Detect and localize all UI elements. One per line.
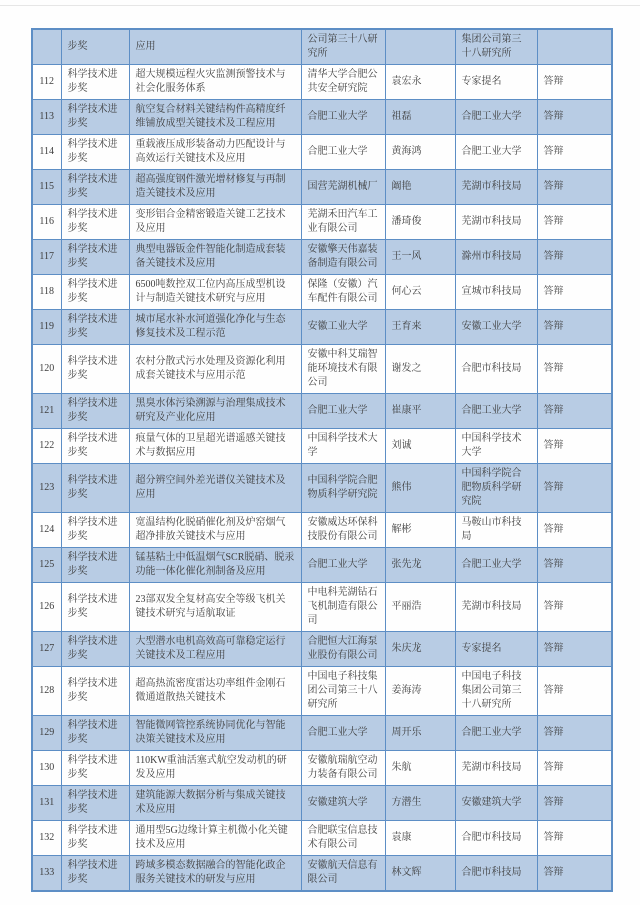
table-row bbox=[32, 667, 612, 716]
cell-project-title: 通用型5G边缘计算主机微小化关键技术及应用 bbox=[129, 821, 301, 856]
cell-organization: 中国科学技术大学 bbox=[301, 429, 385, 464]
cell-award-type: 科学技术进步奖 bbox=[61, 464, 129, 513]
cell-nominator: 合肥工业大学 bbox=[455, 135, 537, 170]
cell-winner-name: 平丽浩 bbox=[385, 583, 455, 632]
page-top-divider bbox=[0, 5, 640, 6]
cell-defense: 答辩 bbox=[537, 310, 612, 345]
cell-winner-name: 袁宏永 bbox=[385, 65, 455, 100]
cell-award-type: 科学技术进步奖 bbox=[61, 205, 129, 240]
cell-defense: 答辩 bbox=[537, 240, 612, 275]
cell-index: 113 bbox=[32, 100, 61, 135]
cell-nominator: 芜湖市科技局 bbox=[455, 751, 537, 786]
cell-winner-name: 朱庆龙 bbox=[385, 632, 455, 667]
cell-project-title: 6500吨数控双工位内高压成型机设计与制造关键技术研究与应用 bbox=[129, 275, 301, 310]
cell-organization: 安徽擎天伟嘉装备制造有限公司 bbox=[301, 240, 385, 275]
cell-award-type: 科学技术进步奖 bbox=[61, 345, 129, 394]
cell-winner-name: 解彬 bbox=[385, 513, 455, 548]
cell-winner-name: 潘琦俊 bbox=[385, 205, 455, 240]
cell-project-title: 110KW重油活塞式航空发动机的研发及应用 bbox=[129, 751, 301, 786]
cell-winner-name: 方潜生 bbox=[385, 786, 455, 821]
cell-defense: 答辩 bbox=[537, 821, 612, 856]
cell-index: 116 bbox=[32, 205, 61, 240]
cell-award-type: 科学技术进步奖 bbox=[61, 583, 129, 632]
cell-award-type: 科学技术进步奖 bbox=[61, 429, 129, 464]
cell-index bbox=[32, 29, 61, 65]
cell-award-type: 科学技术进步奖 bbox=[61, 65, 129, 100]
cell-defense: 答辩 bbox=[537, 548, 612, 583]
cell-defense: 答辩 bbox=[537, 464, 612, 513]
cell-project-title: 应用 bbox=[129, 29, 301, 65]
cell-nominator: 合肥工业大学 bbox=[455, 716, 537, 751]
cell-winner-name: 何心云 bbox=[385, 275, 455, 310]
table-row bbox=[32, 65, 612, 100]
table-row bbox=[32, 583, 612, 632]
cell-nominator: 专家提名 bbox=[455, 65, 537, 100]
cell-nominator: 合肥市科技局 bbox=[455, 856, 537, 892]
cell-index: 117 bbox=[32, 240, 61, 275]
cell-index: 131 bbox=[32, 786, 61, 821]
cell-defense: 答辩 bbox=[537, 751, 612, 786]
cell-winner-name: 林文辉 bbox=[385, 856, 455, 892]
cell-organization: 中国电子科技集团公司第三十八研究所 bbox=[301, 667, 385, 716]
carryover-row bbox=[32, 29, 612, 65]
cell-nominator: 合肥工业大学 bbox=[455, 100, 537, 135]
cell-nominator: 合肥市科技局 bbox=[455, 821, 537, 856]
cell-index: 125 bbox=[32, 548, 61, 583]
cell-nominator: 滁州市科技局 bbox=[455, 240, 537, 275]
cell-defense: 答辩 bbox=[537, 429, 612, 464]
table-row bbox=[32, 100, 612, 135]
cell-award-type: 科学技术进步奖 bbox=[61, 821, 129, 856]
cell-winner-name: 崔康平 bbox=[385, 394, 455, 429]
table-row bbox=[32, 135, 612, 170]
cell-organization: 保隆（安徽）汽车配件有限公司 bbox=[301, 275, 385, 310]
cell-index: 123 bbox=[32, 464, 61, 513]
table-row bbox=[32, 240, 612, 275]
cell-project-title: 锰基粘土中低温烟气SCR脱硝、脱汞功能一体化催化剂制备及应用 bbox=[129, 548, 301, 583]
cell-defense bbox=[537, 29, 612, 65]
cell-award-type: 科学技术进步奖 bbox=[61, 667, 129, 716]
cell-organization: 合肥工业大学 bbox=[301, 716, 385, 751]
cell-defense: 答辩 bbox=[537, 667, 612, 716]
cell-project-title: 宽温结构化脱硝催化剂及炉窑烟气超净排放关键技术与应用 bbox=[129, 513, 301, 548]
cell-award-type: 科学技术进步奖 bbox=[61, 786, 129, 821]
cell-winner-name: 黄海鸿 bbox=[385, 135, 455, 170]
cell-project-title: 超分辨空间外差光谱仪关键技术及应用 bbox=[129, 464, 301, 513]
cell-award-type: 科学技术进步奖 bbox=[61, 310, 129, 345]
cell-organization: 芜湖禾田汽车工业有限公司 bbox=[301, 205, 385, 240]
cell-project-title: 超大规模远程火灾监测预警技术与社会化服务体系 bbox=[129, 65, 301, 100]
cell-defense: 答辩 bbox=[537, 65, 612, 100]
cell-organization: 安徽建筑大学 bbox=[301, 786, 385, 821]
cell-project-title: 变形铝合金精密锻造关键工艺技术及应用 bbox=[129, 205, 301, 240]
cell-organization: 中电科芜湖钻石飞机制造有限公司 bbox=[301, 583, 385, 632]
cell-nominator: 中国科学院合肥物质科学研究院 bbox=[455, 464, 537, 513]
cell-defense: 答辩 bbox=[537, 583, 612, 632]
cell-project-title: 建筑能源大数据分析与集成关键技术及应用 bbox=[129, 786, 301, 821]
cell-defense: 答辩 bbox=[537, 394, 612, 429]
cell-winner-name: 周开乐 bbox=[385, 716, 455, 751]
cell-winner-name: 张先龙 bbox=[385, 548, 455, 583]
table-row bbox=[32, 513, 612, 548]
cell-nominator: 马鞍山市科技局 bbox=[455, 513, 537, 548]
cell-award-type: 科学技术进步奖 bbox=[61, 100, 129, 135]
cell-project-title: 农村分散式污水处理及资源化利用成套关键技术与应用示范 bbox=[129, 345, 301, 394]
table-row bbox=[32, 856, 612, 892]
cell-project-title: 重载液压成形装备动力匹配设计与高效运行关键技术及应用 bbox=[129, 135, 301, 170]
cell-winner-name: 祖磊 bbox=[385, 100, 455, 135]
cell-nominator: 芜湖市科技局 bbox=[455, 583, 537, 632]
cell-organization: 合肥恒大江海泵业股份有限公司 bbox=[301, 632, 385, 667]
cell-award-type: 科学技术进步奖 bbox=[61, 135, 129, 170]
cell-organization: 合肥工业大学 bbox=[301, 100, 385, 135]
cell-index: 118 bbox=[32, 275, 61, 310]
cell-project-title: 超高热流密度雷达功率组件金刚石微通道散热关键技术 bbox=[129, 667, 301, 716]
cell-defense: 答辩 bbox=[537, 135, 612, 170]
cell-nominator: 安徽工业大学 bbox=[455, 310, 537, 345]
table-row bbox=[32, 548, 612, 583]
cell-defense: 答辩 bbox=[537, 716, 612, 751]
cell-nominator: 安徽建筑大学 bbox=[455, 786, 537, 821]
cell-award-type: 科学技术进步奖 bbox=[61, 856, 129, 892]
cell-nominator: 专家提名 bbox=[455, 632, 537, 667]
cell-project-title: 跨域多模态数据融合的智能化政企服务关键技术的研发与应用 bbox=[129, 856, 301, 892]
cell-nominator: 芜湖市科技局 bbox=[455, 205, 537, 240]
cell-winner-name: 阚艳 bbox=[385, 170, 455, 205]
cell-index: 115 bbox=[32, 170, 61, 205]
table-row bbox=[32, 821, 612, 856]
table-row bbox=[32, 394, 612, 429]
cell-defense: 答辩 bbox=[537, 345, 612, 394]
cell-organization: 合肥工业大学 bbox=[301, 394, 385, 429]
cell-index: 126 bbox=[32, 583, 61, 632]
cell-nominator: 中国科学技术大学 bbox=[455, 429, 537, 464]
cell-index: 112 bbox=[32, 65, 61, 100]
cell-defense: 答辩 bbox=[537, 205, 612, 240]
awards-table-body bbox=[32, 29, 612, 891]
table-row bbox=[32, 345, 612, 394]
cell-defense: 答辩 bbox=[537, 856, 612, 892]
cell-index: 124 bbox=[32, 513, 61, 548]
cell-index: 133 bbox=[32, 856, 61, 892]
cell-winner-name: 姜海涛 bbox=[385, 667, 455, 716]
cell-organization: 安徽航天信息有限公司 bbox=[301, 856, 385, 892]
cell-nominator: 合肥市科技局 bbox=[455, 345, 537, 394]
cell-index: 121 bbox=[32, 394, 61, 429]
cell-project-title: 智能微网管控系统协同优化与智能决策关键技术及应用 bbox=[129, 716, 301, 751]
cell-organization: 安徽威达环保科技股份有限公司 bbox=[301, 513, 385, 548]
cell-defense: 答辩 bbox=[537, 786, 612, 821]
cell-index: 120 bbox=[32, 345, 61, 394]
cell-defense: 答辩 bbox=[537, 632, 612, 667]
cell-winner-name: 王育来 bbox=[385, 310, 455, 345]
cell-project-title: 典型电器钣金件智能化制造成套装备关键技术及应用 bbox=[129, 240, 301, 275]
cell-winner-name: 朱航 bbox=[385, 751, 455, 786]
cell-winner-name: 袁康 bbox=[385, 821, 455, 856]
table-row bbox=[32, 786, 612, 821]
cell-winner-name: 熊伟 bbox=[385, 464, 455, 513]
cell-project-title: 黑臭水体污染溯源与治理集成技术研究及产业化应用 bbox=[129, 394, 301, 429]
cell-organization: 清华大学合肥公共安全研究院 bbox=[301, 65, 385, 100]
cell-organization: 国营芜湖机械厂 bbox=[301, 170, 385, 205]
cell-nominator: 宣城市科技局 bbox=[455, 275, 537, 310]
table-row bbox=[32, 716, 612, 751]
table-row bbox=[32, 275, 612, 310]
table-row bbox=[32, 170, 612, 205]
awards-table bbox=[31, 28, 613, 892]
cell-award-type: 科学技术进步奖 bbox=[61, 394, 129, 429]
cell-winner-name: 谢发之 bbox=[385, 345, 455, 394]
table-row bbox=[32, 310, 612, 345]
cell-nominator: 合肥工业大学 bbox=[455, 548, 537, 583]
cell-index: 119 bbox=[32, 310, 61, 345]
table-row bbox=[32, 464, 612, 513]
table-row bbox=[32, 429, 612, 464]
cell-organization: 安徽航瑞航空动力装备有限公司 bbox=[301, 751, 385, 786]
cell-nominator: 集团公司第三十八研究所 bbox=[455, 29, 537, 65]
table-row bbox=[32, 632, 612, 667]
cell-index: 127 bbox=[32, 632, 61, 667]
cell-nominator: 芜湖市科技局 bbox=[455, 170, 537, 205]
cell-award-type: 科学技术进步奖 bbox=[61, 716, 129, 751]
cell-index: 130 bbox=[32, 751, 61, 786]
cell-organization: 合肥工业大学 bbox=[301, 135, 385, 170]
cell-project-title: 痕量气体的卫星超光谱遥感关键技术与数据应用 bbox=[129, 429, 301, 464]
cell-defense: 答辩 bbox=[537, 513, 612, 548]
cell-award-type: 科学技术进步奖 bbox=[61, 170, 129, 205]
cell-nominator: 合肥工业大学 bbox=[455, 394, 537, 429]
cell-award-type: 步奖 bbox=[61, 29, 129, 65]
cell-defense: 答辩 bbox=[537, 170, 612, 205]
cell-award-type: 科学技术进步奖 bbox=[61, 548, 129, 583]
cell-award-type: 科学技术进步奖 bbox=[61, 751, 129, 786]
cell-index: 129 bbox=[32, 716, 61, 751]
cell-project-title: 航空复合材料关键结构件高精度纤维铺放成型关键技术及工程应用 bbox=[129, 100, 301, 135]
cell-project-title: 大型潜水电机高效高可靠稳定运行关键技术及工程应用 bbox=[129, 632, 301, 667]
cell-organization: 安徽中科艾瑞智能环境技术有限公司 bbox=[301, 345, 385, 394]
cell-winner-name bbox=[385, 29, 455, 65]
cell-defense: 答辩 bbox=[537, 100, 612, 135]
cell-award-type: 科学技术进步奖 bbox=[61, 632, 129, 667]
table-row bbox=[32, 205, 612, 240]
cell-defense: 答辩 bbox=[537, 275, 612, 310]
cell-organization: 合肥联宝信息技术有限公司 bbox=[301, 821, 385, 856]
cell-index: 132 bbox=[32, 821, 61, 856]
cell-award-type: 科学技术进步奖 bbox=[61, 240, 129, 275]
cell-index: 114 bbox=[32, 135, 61, 170]
cell-winner-name: 王一风 bbox=[385, 240, 455, 275]
cell-project-title: 城市尾水补水河道强化净化与生态修复技术及工程示范 bbox=[129, 310, 301, 345]
cell-index: 128 bbox=[32, 667, 61, 716]
cell-organization: 中国科学院合肥物质科学研究院 bbox=[301, 464, 385, 513]
cell-index: 122 bbox=[32, 429, 61, 464]
cell-organization: 公司第三十八研究所 bbox=[301, 29, 385, 65]
cell-organization: 安徽工业大学 bbox=[301, 310, 385, 345]
cell-organization: 合肥工业大学 bbox=[301, 548, 385, 583]
cell-award-type: 科学技术进步奖 bbox=[61, 275, 129, 310]
cell-project-title: 超高强度钢件激光增材修复与再制造关键技术及应用 bbox=[129, 170, 301, 205]
cell-nominator: 中国电子科技集团公司第三十八研究所 bbox=[455, 667, 537, 716]
cell-project-title: 23部双发全复材高安全等级飞机关键技术研究与适航取证 bbox=[129, 583, 301, 632]
cell-award-type: 科学技术进步奖 bbox=[61, 513, 129, 548]
table-row bbox=[32, 751, 612, 786]
cell-winner-name: 刘诚 bbox=[385, 429, 455, 464]
